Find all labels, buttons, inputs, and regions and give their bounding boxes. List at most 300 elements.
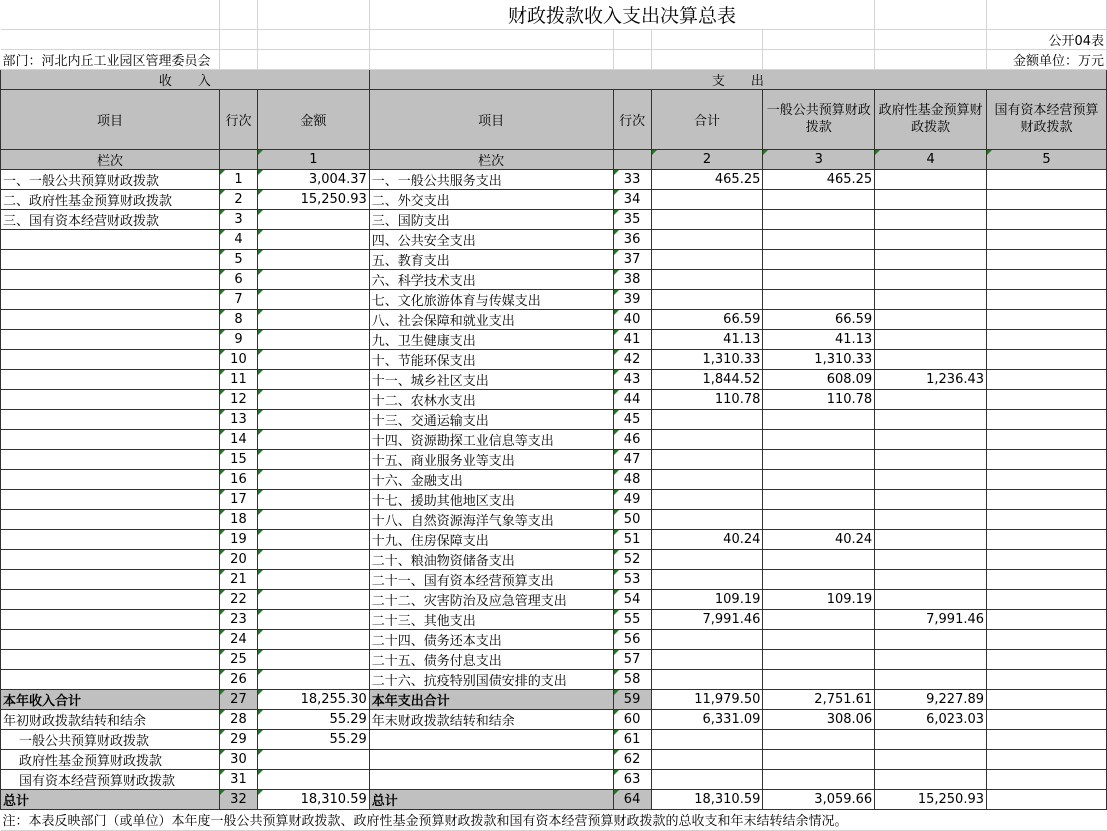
- income-amount: [257, 749, 369, 769]
- expense-gov-fund: [875, 249, 987, 269]
- table-row: [1, 469, 1107, 489]
- col-label-income: 栏次: [1, 149, 220, 169]
- expense-total: 40.24: [651, 529, 763, 549]
- header-expense-item: 项目: [369, 89, 613, 149]
- expense-total: [651, 629, 763, 649]
- header-gov-fund: 政府性基金预算财政拨款: [875, 89, 987, 149]
- income-row-no: 32: [219, 789, 257, 809]
- expense-item: 总计: [369, 789, 613, 809]
- income-row-no: 13: [219, 409, 257, 429]
- income-item: [1, 389, 220, 409]
- expense-total: [651, 669, 763, 689]
- income-row-no: 11: [219, 369, 257, 389]
- table-row: [1, 529, 1107, 549]
- unit-label: 金额单位：万元: [987, 49, 1107, 69]
- expense-total: 18,310.59: [651, 789, 763, 809]
- expense-total: [651, 649, 763, 669]
- income-item: 国有资本经营预算财政拨款: [1, 769, 220, 789]
- expense-total: [651, 449, 763, 469]
- expense-row-no: 50: [613, 509, 651, 529]
- expense-total: 6,331.09: [651, 709, 763, 729]
- table-row: [1, 509, 1107, 529]
- expense-item: 十六、金融支出: [369, 469, 613, 489]
- income-item: [1, 469, 220, 489]
- expense-state-capital: [987, 269, 1107, 289]
- header-general-budget: 一般公共预算财政拨款: [763, 89, 875, 149]
- table-row: [1, 229, 1107, 249]
- income-row-no: 16: [219, 469, 257, 489]
- income-item: [1, 329, 220, 349]
- expense-total: [651, 209, 763, 229]
- income-row-no: 12: [219, 389, 257, 409]
- expense-item: 十九、住房保障支出: [369, 529, 613, 549]
- expense-gov-fund: [875, 349, 987, 369]
- table-row: [1, 609, 1107, 629]
- income-row-no: 10: [219, 349, 257, 369]
- expense-row-no: 34: [613, 189, 651, 209]
- expense-total: 1,310.33: [651, 349, 763, 369]
- income-amount: [257, 669, 369, 689]
- income-row-no: 23: [219, 609, 257, 629]
- expense-item: [369, 749, 613, 769]
- income-row-no: 22: [219, 589, 257, 609]
- table-row: [1, 749, 1107, 769]
- expense-state-capital: [987, 349, 1107, 369]
- expense-gov-fund: [875, 749, 987, 769]
- table-row: [1, 769, 1107, 789]
- income-item: 本年收入合计: [1, 689, 220, 709]
- expense-gov-fund: 6,023.03: [875, 709, 987, 729]
- income-amount: 18,310.59: [257, 789, 369, 809]
- income-amount: [257, 489, 369, 509]
- expense-gov-fund: [875, 389, 987, 409]
- expense-gov-fund: [875, 549, 987, 569]
- expense-gov-fund: 15,250.93: [875, 789, 987, 809]
- income-amount: [257, 769, 369, 789]
- expense-state-capital: [987, 229, 1107, 249]
- expense-state-capital: [987, 309, 1107, 329]
- expense-total: 66.59: [651, 309, 763, 329]
- expense-general-budget: 109.19: [763, 589, 875, 609]
- expense-total: 110.78: [651, 389, 763, 409]
- expense-item: 一、一般公共服务支出: [369, 169, 613, 189]
- income-amount: [257, 449, 369, 469]
- table-row: [1, 369, 1107, 389]
- footnote: 注：本表反映部门（或单位）本年度一般公共预算财政拨款、政府性基金预算财政拨款和国有资本经营预算财政拨款的总收支和年末结转结余情况。: [1, 809, 1107, 830]
- income-amount: [257, 569, 369, 589]
- table-row: [1, 209, 1107, 229]
- expense-general-budget: [763, 449, 875, 469]
- expense-general-budget: 2,751.61: [763, 689, 875, 709]
- expense-state-capital: [987, 629, 1107, 649]
- col-number-4: 4: [875, 149, 987, 169]
- expense-general-budget: 308.06: [763, 709, 875, 729]
- expense-row-no: 36: [613, 229, 651, 249]
- expense-item: 二十一、国有资本经营预算支出: [369, 569, 613, 589]
- header-expense-total: 合计: [651, 89, 763, 149]
- income-amount: [257, 329, 369, 349]
- col-number-5: 5: [987, 149, 1107, 169]
- income-amount: [257, 609, 369, 629]
- expense-total: [651, 429, 763, 449]
- col-number-3: 3: [763, 149, 875, 169]
- header-income-row-no: 行次: [219, 89, 257, 149]
- income-item: [1, 629, 220, 649]
- expense-row-no: 39: [613, 289, 651, 309]
- income-item: [1, 349, 220, 369]
- expense-total: 465.25: [651, 169, 763, 189]
- income-item: 一、一般公共预算财政拨款: [1, 169, 220, 189]
- expense-state-capital: [987, 249, 1107, 269]
- expense-row-no: 52: [613, 549, 651, 569]
- table-row: [1, 349, 1107, 369]
- expense-row-no: 42: [613, 349, 651, 369]
- income-item: [1, 249, 220, 269]
- income-amount: 55.29: [257, 709, 369, 729]
- expense-gov-fund: [875, 189, 987, 209]
- expense-gov-fund: 9,227.89: [875, 689, 987, 709]
- expense-general-budget: 66.59: [763, 309, 875, 329]
- expense-row-no: 57: [613, 649, 651, 669]
- income-amount: [257, 549, 369, 569]
- income-row-no: 18: [219, 509, 257, 529]
- expense-gov-fund: [875, 429, 987, 449]
- income-row-no: 29: [219, 729, 257, 749]
- income-row-no: 26: [219, 669, 257, 689]
- income-item: 一般公共预算财政拨款: [1, 729, 220, 749]
- expense-general-budget: [763, 289, 875, 309]
- expense-gov-fund: 7,991.46: [875, 609, 987, 629]
- income-amount: 3,004.37: [257, 169, 369, 189]
- expense-gov-fund: [875, 729, 987, 749]
- expense-total: [651, 749, 763, 769]
- income-amount: 18,255.30: [257, 689, 369, 709]
- expense-state-capital: [987, 749, 1107, 769]
- expense-item: 二十三、其他支出: [369, 609, 613, 629]
- expense-gov-fund: [875, 489, 987, 509]
- expense-gov-fund: [875, 529, 987, 549]
- expense-general-budget: [763, 209, 875, 229]
- income-amount: [257, 289, 369, 309]
- income-row-no: 5: [219, 249, 257, 269]
- expense-general-budget: [763, 269, 875, 289]
- income-amount: [257, 409, 369, 429]
- expense-state-capital: [987, 689, 1107, 709]
- table-row: [1, 789, 1107, 809]
- table-row: [1, 389, 1107, 409]
- table-row: [1, 449, 1107, 469]
- expense-item: 八、社会保障和就业支出: [369, 309, 613, 329]
- expense-state-capital: [987, 509, 1107, 529]
- income-item: [1, 549, 220, 569]
- expense-total: [651, 289, 763, 309]
- income-row-no: 15: [219, 449, 257, 469]
- expense-row-no: 64: [613, 789, 651, 809]
- expense-gov-fund: [875, 329, 987, 349]
- expense-gov-fund: [875, 449, 987, 469]
- expense-total: 1,844.52: [651, 369, 763, 389]
- expense-general-budget: [763, 189, 875, 209]
- expense-state-capital: [987, 769, 1107, 789]
- table-row: [1, 309, 1107, 329]
- expense-item: [369, 729, 613, 749]
- expense-gov-fund: [875, 649, 987, 669]
- expense-total: [651, 189, 763, 209]
- expense-gov-fund: [875, 629, 987, 649]
- header-expense-row-no: 行次: [613, 89, 651, 149]
- expense-state-capital: [987, 489, 1107, 509]
- expense-state-capital: [987, 569, 1107, 589]
- table-row: [1, 289, 1107, 309]
- expense-state-capital: [987, 169, 1107, 189]
- expense-gov-fund: [875, 669, 987, 689]
- expense-total: 11,979.50: [651, 689, 763, 709]
- expense-gov-fund: [875, 509, 987, 529]
- expense-gov-fund: [875, 569, 987, 589]
- expense-item: 十一、城乡社区支出: [369, 369, 613, 389]
- expense-row-no: 56: [613, 629, 651, 649]
- expense-row-no: 61: [613, 729, 651, 749]
- expense-gov-fund: [875, 269, 987, 289]
- income-item: [1, 589, 220, 609]
- income-item: [1, 229, 220, 249]
- expense-item: 十四、资源勘探工业信息等支出: [369, 429, 613, 449]
- expense-gov-fund: [875, 409, 987, 429]
- expense-gov-fund: 1,236.43: [875, 369, 987, 389]
- income-row-no: 1: [219, 169, 257, 189]
- expense-state-capital: [987, 209, 1107, 229]
- table-row: [1, 649, 1107, 669]
- expense-general-budget: [763, 769, 875, 789]
- expense-row-no: 40: [613, 309, 651, 329]
- expense-general-budget: [763, 549, 875, 569]
- expense-item: 四、公共安全支出: [369, 229, 613, 249]
- expense-general-budget: 608.09: [763, 369, 875, 389]
- header-state-capital: 国有资本经营预算财政拨款: [987, 89, 1107, 149]
- expense-total: [651, 469, 763, 489]
- expense-state-capital: [987, 329, 1107, 349]
- expense-row-no: 46: [613, 429, 651, 449]
- expense-row-no: 51: [613, 529, 651, 549]
- expense-state-capital: [987, 389, 1107, 409]
- expense-total: [651, 569, 763, 589]
- expense-item: 二十六、抗疫特别国债安排的支出: [369, 669, 613, 689]
- income-item: [1, 569, 220, 589]
- expense-general-budget: [763, 629, 875, 649]
- income-amount: [257, 229, 369, 249]
- expense-item: 十二、农林水支出: [369, 389, 613, 409]
- income-row-no: 6: [219, 269, 257, 289]
- income-amount: [257, 249, 369, 269]
- expense-state-capital: [987, 289, 1107, 309]
- expense-general-budget: [763, 649, 875, 669]
- income-item: [1, 429, 220, 449]
- expense-total: [651, 229, 763, 249]
- expense-section-header: 支 出: [369, 69, 1106, 89]
- expense-gov-fund: [875, 769, 987, 789]
- income-amount: [257, 649, 369, 669]
- expense-general-budget: [763, 409, 875, 429]
- expense-row-no: 48: [613, 469, 651, 489]
- expense-state-capital: [987, 429, 1107, 449]
- income-item: [1, 269, 220, 289]
- page-title: 财政拨款收入支出决算总表: [369, 0, 874, 29]
- expense-gov-fund: [875, 229, 987, 249]
- expense-state-capital: [987, 469, 1107, 489]
- expense-general-budget: [763, 249, 875, 269]
- table-row: [1, 589, 1107, 609]
- header-income-amount: 金额: [257, 89, 369, 149]
- expense-state-capital: [987, 789, 1107, 809]
- income-row-no: 27: [219, 689, 257, 709]
- expense-row-no: 49: [613, 489, 651, 509]
- income-amount: [257, 509, 369, 529]
- expense-general-budget: 465.25: [763, 169, 875, 189]
- income-row-no: 17: [219, 489, 257, 509]
- table-row: [1, 189, 1107, 209]
- form-code: 公开04表: [987, 29, 1107, 49]
- table-row: [1, 409, 1107, 429]
- expense-item: 五、教育支出: [369, 249, 613, 269]
- expense-item: 十、节能环保支出: [369, 349, 613, 369]
- expense-item: 十三、交通运输支出: [369, 409, 613, 429]
- income-amount: [257, 629, 369, 649]
- income-row-no: 28: [219, 709, 257, 729]
- income-amount: [257, 389, 369, 409]
- expense-total: [651, 409, 763, 429]
- expense-gov-fund: [875, 589, 987, 609]
- header-income-item: 项目: [1, 89, 220, 149]
- expense-row-no: 63: [613, 769, 651, 789]
- table-row: [1, 249, 1107, 269]
- expense-item: [369, 769, 613, 789]
- income-row-no: 3: [219, 209, 257, 229]
- table-row: [1, 329, 1107, 349]
- table-row: [1, 269, 1107, 289]
- income-row-no: 20: [219, 549, 257, 569]
- expense-item: 十七、援助其他地区支出: [369, 489, 613, 509]
- expense-state-capital: [987, 609, 1107, 629]
- income-item: [1, 449, 220, 469]
- expense-total: [651, 249, 763, 269]
- expense-row-no: 33: [613, 169, 651, 189]
- expense-state-capital: [987, 369, 1107, 389]
- table-row: [1, 169, 1107, 189]
- table-row: [1, 689, 1107, 709]
- expense-general-budget: [763, 749, 875, 769]
- income-amount: [257, 269, 369, 289]
- income-row-no: 21: [219, 569, 257, 589]
- income-amount: [257, 589, 369, 609]
- expense-item: 二十二、灾害防治及应急管理支出: [369, 589, 613, 609]
- table-row: [1, 729, 1107, 749]
- income-item: [1, 409, 220, 429]
- expense-row-no: 47: [613, 449, 651, 469]
- expense-general-budget: 1,310.33: [763, 349, 875, 369]
- expense-item: 十八、自然资源海洋气象等支出: [369, 509, 613, 529]
- expense-item: 七、文化旅游体育与传媒支出: [369, 289, 613, 309]
- table-row: [1, 549, 1107, 569]
- expense-row-no: 35: [613, 209, 651, 229]
- income-row-no: 7: [219, 289, 257, 309]
- income-amount: [257, 429, 369, 449]
- expense-state-capital: [987, 189, 1107, 209]
- income-row-no: 30: [219, 749, 257, 769]
- income-row-no: 14: [219, 429, 257, 449]
- expense-gov-fund: [875, 469, 987, 489]
- income-item: [1, 289, 220, 309]
- expense-general-budget: [763, 729, 875, 749]
- col-number-1: 1: [257, 149, 369, 169]
- expense-state-capital: [987, 529, 1107, 549]
- expense-gov-fund: [875, 289, 987, 309]
- table-row: [1, 629, 1107, 649]
- expense-row-no: 53: [613, 569, 651, 589]
- income-row-no: 24: [219, 629, 257, 649]
- expense-state-capital: [987, 409, 1107, 429]
- income-row-no: 8: [219, 309, 257, 329]
- expense-general-budget: [763, 569, 875, 589]
- expense-total: 7,991.46: [651, 609, 763, 629]
- department-label: 部门：河北内丘工业园区管理委员会: [1, 49, 220, 69]
- expense-general-budget: [763, 509, 875, 529]
- expense-row-no: 43: [613, 369, 651, 389]
- income-amount: [257, 529, 369, 549]
- income-item: 政府性基金预算财政拨款: [1, 749, 220, 769]
- income-item: [1, 509, 220, 529]
- expense-row-no: 55: [613, 609, 651, 629]
- expense-general-budget: [763, 429, 875, 449]
- income-row-no: 9: [219, 329, 257, 349]
- expense-gov-fund: [875, 209, 987, 229]
- expense-general-budget: [763, 609, 875, 629]
- expense-general-budget: 110.78: [763, 389, 875, 409]
- expense-row-no: 45: [613, 409, 651, 429]
- income-item: [1, 309, 220, 329]
- expense-row-no: 54: [613, 589, 651, 609]
- expense-state-capital: [987, 649, 1107, 669]
- income-item: 三、国有资本经营财政拨款: [1, 209, 220, 229]
- income-amount: [257, 309, 369, 329]
- expense-state-capital: [987, 669, 1107, 689]
- expense-state-capital: [987, 709, 1107, 729]
- expense-general-budget: 3,059.66: [763, 789, 875, 809]
- expense-item: 年末财政拨款结转和结余: [369, 709, 613, 729]
- expense-item: 二十四、债务还本支出: [369, 629, 613, 649]
- expense-general-budget: 41.13: [763, 329, 875, 349]
- income-amount: [257, 469, 369, 489]
- expense-gov-fund: [875, 169, 987, 189]
- income-item: [1, 669, 220, 689]
- expense-general-budget: 40.24: [763, 529, 875, 549]
- income-item: [1, 609, 220, 629]
- expense-item: 十五、商业服务业等支出: [369, 449, 613, 469]
- income-item: [1, 529, 220, 549]
- income-row-no: 2: [219, 189, 257, 209]
- expense-total: [651, 269, 763, 289]
- expense-general-budget: [763, 229, 875, 249]
- expense-row-no: 59: [613, 689, 651, 709]
- income-amount: 55.29: [257, 729, 369, 749]
- income-row-no: 31: [219, 769, 257, 789]
- expense-item: 二、外交支出: [369, 189, 613, 209]
- expense-item: 二十五、债务付息支出: [369, 649, 613, 669]
- expense-gov-fund: [875, 309, 987, 329]
- table-row: [1, 709, 1107, 729]
- income-row-no: 25: [219, 649, 257, 669]
- expense-state-capital: [987, 589, 1107, 609]
- income-amount: 15,250.93: [257, 189, 369, 209]
